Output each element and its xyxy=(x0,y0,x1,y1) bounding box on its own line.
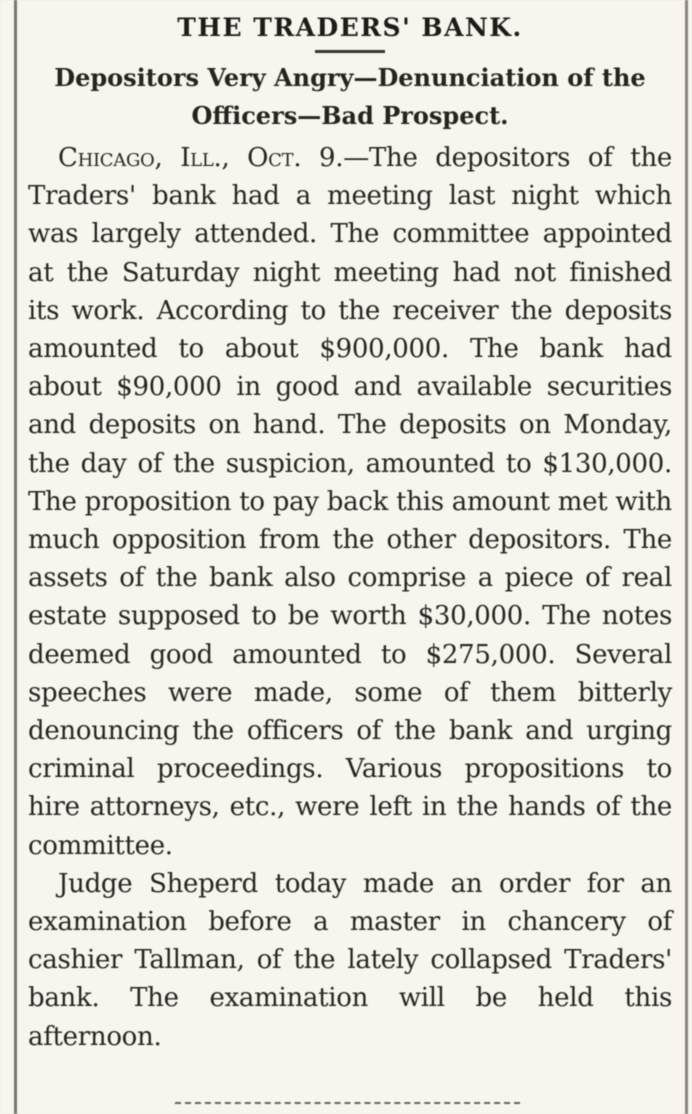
column-rule-left xyxy=(14,0,17,1114)
column-end-rule xyxy=(175,1102,520,1112)
article-paragraph-2: Judge Sheperd today made an order for an examination before a master in chancery of cashier Tallman, of the lately collapsed Traders' bank. The examination will be held this afternoon. xyxy=(28,868,672,1052)
article-paragraph-1-text: —The depositors of the Traders' bank had a meeting last night which was largely attended. The committee appointed at the Saturday night meeting had not finished its work. According to the receiver the deposits amounted to about $900,000. The bank had about $90,000 in good and available securities and deposits on hand. The deposits on Monday, the day of the suspicion, amounted to $130,000. The proposition to pay back this amount met with much opposition from the other depositors. The assets of the bank also comprise a piece of real estate supposed to be worth $30,000. The notes deemed good amounted to $275,000. Several speeches were made, some of them bitterly denouncing the officers of the bank and urging criminal proceedings. Various propositions to hire attorneys, etc., were left in the hands of the committee. xyxy=(28,143,672,861)
column-rule-right xyxy=(685,0,688,1114)
article-subheadline: Depositors Very Angry—Denunciation of the Officers—Bad Prospect. xyxy=(54,63,646,130)
article-column xyxy=(28,8,672,1056)
headline-divider xyxy=(315,50,385,53)
article-paragraph-1 xyxy=(28,139,672,865)
article-headline: THE TRADERS' BANK. xyxy=(177,13,523,42)
article-dateline: Chicago, Ill., Oct. 9. xyxy=(58,143,344,173)
